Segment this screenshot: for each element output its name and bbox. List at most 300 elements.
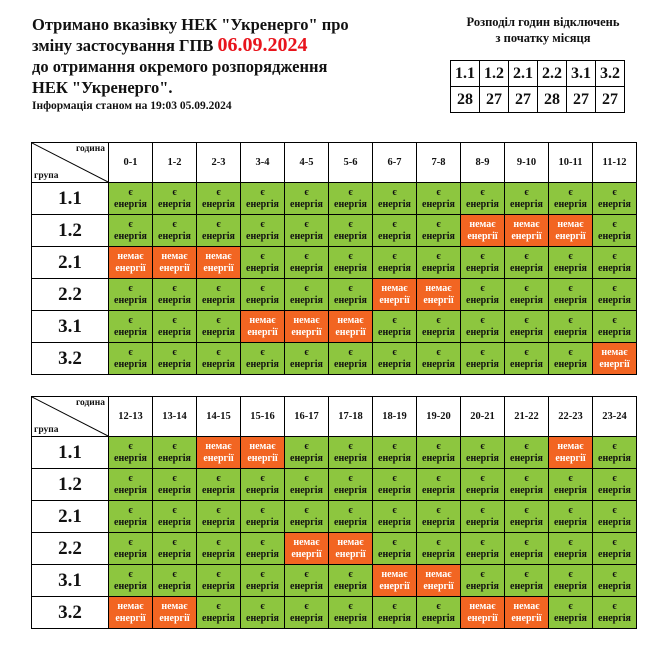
hour-column-header: 20-21	[461, 397, 505, 437]
cell-status-line-1: є	[480, 186, 485, 198]
group-label: 1.2	[32, 469, 109, 501]
cell-status-line-2: енергія	[466, 294, 499, 306]
cell-status-line-2: енергія	[158, 484, 191, 496]
cell-status-line-2: енергія	[158, 516, 191, 528]
cell-status-line-2: енергія	[422, 198, 455, 210]
group-row	[32, 183, 637, 215]
power-on-cell	[285, 501, 329, 533]
cell-status-line-2: енергія	[246, 516, 279, 528]
power-off-cell	[109, 597, 153, 629]
power-off-cell	[197, 437, 241, 469]
power-on-cell	[109, 183, 153, 215]
schedule-table-morning	[31, 142, 637, 375]
power-on-cell	[285, 597, 329, 629]
power-on-cell	[461, 565, 505, 597]
cell-status-line-2: енергія	[246, 484, 279, 496]
cell-status-line-2: енергія	[554, 294, 587, 306]
cell-status-line-1: є	[568, 504, 573, 516]
power-on-cell	[549, 565, 593, 597]
power-on-cell	[505, 501, 549, 533]
cell-status-line-1: є	[524, 314, 529, 326]
cell-status-line-2: енергія	[290, 452, 323, 464]
power-on-cell	[241, 565, 285, 597]
cell-status-line-2: енергії	[599, 358, 630, 370]
power-on-cell	[417, 343, 461, 375]
group-row	[32, 279, 637, 311]
cell-status-line-1: є	[304, 600, 309, 612]
distribution-table	[450, 60, 625, 113]
cell-status-line-1: немає	[293, 314, 320, 326]
cell-status-line-2: енергія	[246, 262, 279, 274]
cell-status-line-1: є	[612, 218, 617, 230]
cell-status-line-1: є	[480, 536, 485, 548]
power-off-cell	[285, 311, 329, 343]
power-on-cell	[109, 437, 153, 469]
cell-status-line-2: енергія	[466, 580, 499, 592]
power-on-cell	[285, 247, 329, 279]
cell-status-line-2: енергія	[114, 580, 147, 592]
cell-status-line-1: немає	[381, 282, 408, 294]
power-on-cell	[505, 437, 549, 469]
cell-status-line-1: є	[568, 568, 573, 580]
power-off-cell	[329, 533, 373, 565]
cell-status-line-2: енергія	[202, 548, 235, 560]
cell-status-line-2: енергія	[422, 262, 455, 274]
cell-status-line-2: енергія	[554, 198, 587, 210]
cell-status-line-2: енергії	[335, 548, 366, 560]
power-on-cell	[505, 343, 549, 375]
cell-status-line-2: енергія	[422, 516, 455, 528]
power-on-cell	[153, 533, 197, 565]
cell-status-line-1: є	[260, 250, 265, 262]
cell-status-line-2: енергія	[290, 262, 323, 274]
cell-status-line-2: енергії	[555, 230, 586, 242]
power-on-cell	[549, 533, 593, 565]
cell-status-line-1: немає	[117, 600, 144, 612]
cell-status-line-2: енергія	[202, 294, 235, 306]
hour-column-header: 2-3	[197, 143, 241, 183]
cell-status-line-1: є	[216, 504, 221, 516]
hour-column-header: 19-20	[417, 397, 461, 437]
group-row	[32, 247, 637, 279]
cell-status-line-1: немає	[205, 440, 232, 452]
power-off-cell	[329, 311, 373, 343]
cell-status-line-2: енергія	[510, 198, 543, 210]
cell-status-line-2: енергія	[466, 358, 499, 370]
cell-status-line-2: енергії	[423, 580, 454, 592]
cell-status-line-1: є	[568, 600, 573, 612]
hour-column-header: 10-11	[549, 143, 593, 183]
power-on-cell	[241, 183, 285, 215]
cell-status-line-2: енергія	[158, 198, 191, 210]
cell-status-line-1: є	[392, 536, 397, 548]
cell-status-line-1: є	[436, 250, 441, 262]
power-on-cell	[461, 247, 505, 279]
cell-status-line-1: є	[568, 250, 573, 262]
cell-status-line-2: енергія	[334, 198, 367, 210]
power-on-cell	[593, 279, 637, 311]
cell-status-line-1: є	[436, 504, 441, 516]
power-on-cell	[593, 501, 637, 533]
cell-status-line-1: є	[128, 440, 133, 452]
cell-status-line-2: енергії	[159, 262, 190, 274]
cell-status-line-2: енергія	[334, 484, 367, 496]
cell-status-line-1: є	[436, 218, 441, 230]
cell-status-line-1: є	[128, 346, 133, 358]
power-on-cell	[593, 469, 637, 501]
power-off-cell	[505, 215, 549, 247]
power-on-cell	[197, 311, 241, 343]
cell-status-line-2: енергія	[202, 198, 235, 210]
power-on-cell	[329, 437, 373, 469]
power-on-cell	[505, 533, 549, 565]
cell-status-line-1: є	[392, 250, 397, 262]
cell-status-line-1: є	[304, 346, 309, 358]
cell-status-line-1: є	[172, 472, 177, 484]
cell-status-line-1: є	[348, 568, 353, 580]
cell-status-line-1: є	[304, 250, 309, 262]
cell-status-line-1: немає	[381, 568, 408, 580]
group-label: 2.2	[32, 279, 109, 311]
cell-status-line-1: є	[436, 346, 441, 358]
power-off-cell	[417, 565, 461, 597]
distribution-hours-value: 27	[596, 87, 625, 113]
power-on-cell	[461, 343, 505, 375]
power-on-cell	[329, 469, 373, 501]
cell-status-line-2: енергії	[247, 452, 278, 464]
hour-column-header: 6-7	[373, 143, 417, 183]
cell-status-line-1: є	[216, 218, 221, 230]
cell-status-line-1: є	[348, 440, 353, 452]
cell-status-line-2: енергія	[334, 612, 367, 624]
power-off-cell	[373, 279, 417, 311]
cell-status-line-2: енергії	[423, 294, 454, 306]
cell-status-line-1: є	[216, 472, 221, 484]
power-on-cell	[373, 311, 417, 343]
cell-status-line-1: є	[128, 218, 133, 230]
power-on-cell	[197, 215, 241, 247]
cell-status-line-2: енергія	[378, 262, 411, 274]
power-on-cell	[549, 597, 593, 629]
cell-status-line-1: є	[524, 282, 529, 294]
cell-status-line-1: є	[392, 504, 397, 516]
power-on-cell	[197, 597, 241, 629]
power-on-cell	[593, 565, 637, 597]
cell-status-line-2: енергія	[510, 358, 543, 370]
cell-status-line-2: енергія	[290, 230, 323, 242]
cell-status-line-1: немає	[513, 600, 540, 612]
power-on-cell	[329, 501, 373, 533]
power-on-cell	[153, 469, 197, 501]
distribution-group-label: 3.1	[567, 61, 596, 87]
cell-status-line-2: енергія	[290, 484, 323, 496]
cell-status-line-1: є	[612, 282, 617, 294]
cell-status-line-1: є	[480, 346, 485, 358]
cell-status-line-2: енергія	[114, 230, 147, 242]
cell-status-line-1: немає	[337, 314, 364, 326]
power-on-cell	[549, 343, 593, 375]
cell-status-line-2: енергія	[466, 484, 499, 496]
power-off-cell	[153, 247, 197, 279]
power-off-cell	[593, 343, 637, 375]
power-on-cell	[593, 247, 637, 279]
power-on-cell	[197, 469, 241, 501]
notice-line-1: Отримано вказівку НЕК "Укренерго" про	[32, 15, 349, 34]
cell-status-line-1: є	[392, 314, 397, 326]
power-on-cell	[329, 597, 373, 629]
power-on-cell	[593, 183, 637, 215]
hour-column-header: 17-18	[329, 397, 373, 437]
cell-status-line-1: є	[260, 536, 265, 548]
hour-column-header: 15-16	[241, 397, 285, 437]
cell-status-line-2: енергія	[422, 452, 455, 464]
power-on-cell	[593, 215, 637, 247]
cell-status-line-2: енергія	[378, 548, 411, 560]
distribution-title-1: Розподіл годин відключень	[466, 15, 620, 29]
cell-status-line-2: енергія	[202, 612, 235, 624]
power-on-cell	[285, 469, 329, 501]
cell-status-line-1: немає	[425, 568, 452, 580]
cell-status-line-2: енергії	[115, 262, 146, 274]
power-on-cell	[593, 597, 637, 629]
cell-status-line-1: є	[128, 314, 133, 326]
power-on-cell	[329, 343, 373, 375]
power-on-cell	[417, 533, 461, 565]
group-axis-label: група	[34, 171, 59, 181]
hour-column-header: 21-22	[505, 397, 549, 437]
power-on-cell	[109, 565, 153, 597]
cell-status-line-2: енергії	[467, 612, 498, 624]
cell-status-line-2: енергія	[290, 580, 323, 592]
cell-status-line-2: енергія	[158, 580, 191, 592]
group-axis-label: група	[34, 425, 59, 435]
cell-status-line-1: є	[260, 282, 265, 294]
power-on-cell	[241, 215, 285, 247]
cell-status-line-2: енергія	[510, 452, 543, 464]
cell-status-line-2: енергія	[598, 262, 631, 274]
hour-group-corner-cell	[32, 397, 109, 437]
cell-status-line-1: є	[172, 568, 177, 580]
cell-status-line-1: є	[216, 314, 221, 326]
cell-status-line-1: є	[260, 346, 265, 358]
cell-status-line-1: немає	[205, 250, 232, 262]
hour-column-header: 22-23	[549, 397, 593, 437]
power-on-cell	[153, 437, 197, 469]
power-on-cell	[549, 469, 593, 501]
power-on-cell	[153, 565, 197, 597]
cell-status-line-2: енергія	[290, 358, 323, 370]
power-off-cell	[461, 597, 505, 629]
notice-header	[32, 14, 432, 112]
power-on-cell	[329, 565, 373, 597]
power-on-cell	[109, 215, 153, 247]
cell-status-line-2: енергія	[114, 548, 147, 560]
cell-status-line-2: енергія	[114, 516, 147, 528]
cell-status-line-1: є	[568, 314, 573, 326]
cell-status-line-2: енергії	[203, 452, 234, 464]
power-on-cell	[461, 437, 505, 469]
distribution-hours-value: 28	[538, 87, 567, 113]
cell-status-line-1: є	[568, 282, 573, 294]
cell-status-line-1: є	[480, 504, 485, 516]
cell-status-line-2: енергія	[202, 230, 235, 242]
group-label: 2.1	[32, 247, 109, 279]
cell-status-line-1: є	[568, 472, 573, 484]
cell-status-line-1: є	[216, 186, 221, 198]
power-on-cell	[593, 437, 637, 469]
power-off-cell	[549, 215, 593, 247]
power-off-cell	[417, 279, 461, 311]
group-row	[32, 597, 637, 629]
info-timestamp: Інформація станом на 19:03 05.09.2024	[32, 100, 232, 112]
group-row	[32, 533, 637, 565]
cell-status-line-2: енергія	[290, 516, 323, 528]
cell-status-line-1: немає	[161, 250, 188, 262]
group-row	[32, 469, 637, 501]
cell-status-line-2: енергія	[202, 516, 235, 528]
schedule-header-row	[32, 143, 637, 183]
group-row	[32, 311, 637, 343]
power-on-cell	[373, 215, 417, 247]
cell-status-line-2: енергія	[246, 548, 279, 560]
power-on-cell	[241, 247, 285, 279]
cell-status-line-1: є	[612, 504, 617, 516]
cell-status-line-1: є	[348, 218, 353, 230]
hour-column-header: 23-24	[593, 397, 637, 437]
cell-status-line-1: немає	[117, 250, 144, 262]
cell-status-line-1: є	[612, 536, 617, 548]
cell-status-line-1: є	[172, 346, 177, 358]
power-on-cell	[285, 343, 329, 375]
power-on-cell	[329, 215, 373, 247]
power-on-cell	[417, 215, 461, 247]
cell-status-line-1: є	[260, 504, 265, 516]
schedule-header-row	[32, 397, 637, 437]
cell-status-line-1: є	[392, 218, 397, 230]
cell-status-line-1: є	[524, 504, 529, 516]
cell-status-line-2: енергія	[510, 326, 543, 338]
power-on-cell	[549, 183, 593, 215]
cell-status-line-2: енергія	[202, 580, 235, 592]
hour-column-header: 8-9	[461, 143, 505, 183]
cell-status-line-2: енергія	[378, 230, 411, 242]
cell-status-line-2: енергія	[554, 516, 587, 528]
power-on-cell	[461, 469, 505, 501]
hour-column-header: 18-19	[373, 397, 417, 437]
power-on-cell	[153, 183, 197, 215]
cell-status-line-2: енергія	[202, 358, 235, 370]
power-on-cell	[373, 437, 417, 469]
power-on-cell	[373, 533, 417, 565]
cell-status-line-2: енергія	[246, 230, 279, 242]
power-on-cell	[109, 279, 153, 311]
power-on-cell	[153, 215, 197, 247]
hour-column-header: 12-13	[109, 397, 153, 437]
distribution-hours-value: 27	[480, 87, 509, 113]
power-on-cell	[549, 501, 593, 533]
cell-status-line-2: енергія	[598, 452, 631, 464]
cell-status-line-1: є	[348, 600, 353, 612]
notice-line-4: НЕК "Укренерго".	[32, 78, 173, 97]
power-off-cell	[549, 437, 593, 469]
cell-status-line-1: є	[348, 504, 353, 516]
hour-column-header: 16-17	[285, 397, 329, 437]
cell-status-line-2: енергії	[555, 452, 586, 464]
cell-status-line-1: є	[524, 186, 529, 198]
cell-status-line-1: є	[172, 186, 177, 198]
cell-status-line-2: енергія	[246, 294, 279, 306]
power-on-cell	[109, 343, 153, 375]
cell-status-line-1: немає	[425, 282, 452, 294]
distribution-group-label: 3.2	[596, 61, 625, 87]
distribution-group-label: 1.1	[451, 61, 480, 87]
cell-status-line-2: енергія	[510, 516, 543, 528]
cell-status-line-1: є	[436, 536, 441, 548]
cell-status-line-2: енергія	[554, 358, 587, 370]
power-on-cell	[373, 469, 417, 501]
cell-status-line-1: є	[524, 440, 529, 452]
power-on-cell	[241, 469, 285, 501]
distribution-hours-value: 27	[509, 87, 538, 113]
cell-status-line-2: енергія	[466, 452, 499, 464]
cell-status-line-1: є	[304, 186, 309, 198]
cell-status-line-2: енергія	[334, 262, 367, 274]
power-on-cell	[505, 279, 549, 311]
cell-status-line-2: енергія	[290, 612, 323, 624]
notice-line-2-text: зміну застосування ГПВ	[32, 36, 218, 55]
power-on-cell	[417, 501, 461, 533]
group-label: 1.2	[32, 215, 109, 247]
cell-status-line-2: енергія	[114, 358, 147, 370]
cell-status-line-1: є	[348, 282, 353, 294]
cell-status-line-1: є	[260, 600, 265, 612]
cell-status-line-1: є	[392, 346, 397, 358]
cell-status-line-1: є	[480, 314, 485, 326]
cell-status-line-1: є	[436, 186, 441, 198]
power-on-cell	[285, 437, 329, 469]
cell-status-line-1: є	[436, 314, 441, 326]
cell-status-line-2: енергія	[246, 580, 279, 592]
cell-status-line-2: енергія	[510, 548, 543, 560]
cell-status-line-2: енергія	[378, 612, 411, 624]
cell-status-line-1: є	[216, 536, 221, 548]
power-off-cell	[197, 247, 241, 279]
cell-status-line-1: немає	[161, 600, 188, 612]
cell-status-line-2: енергія	[378, 198, 411, 210]
cell-status-line-1: є	[568, 536, 573, 548]
power-on-cell	[285, 565, 329, 597]
cell-status-line-2: енергія	[598, 580, 631, 592]
distribution-group-label: 2.1	[509, 61, 538, 87]
cell-status-line-2: енергія	[554, 548, 587, 560]
cell-status-line-1: немає	[513, 218, 540, 230]
group-row	[32, 565, 637, 597]
hour-column-header: 11-12	[593, 143, 637, 183]
cell-status-line-2: енергія	[554, 326, 587, 338]
cell-status-line-2: енергія	[246, 198, 279, 210]
cell-status-line-1: є	[216, 282, 221, 294]
power-on-cell	[241, 533, 285, 565]
cell-status-line-2: енергія	[378, 484, 411, 496]
cell-status-line-2: енергії	[379, 294, 410, 306]
cell-status-line-2: енергії	[335, 326, 366, 338]
cell-status-line-2: енергія	[290, 294, 323, 306]
notice-line-2	[32, 35, 432, 56]
cell-status-line-2: енергія	[466, 516, 499, 528]
distribution-hours-value: 27	[567, 87, 596, 113]
power-on-cell	[285, 279, 329, 311]
cell-status-line-2: енергія	[510, 580, 543, 592]
